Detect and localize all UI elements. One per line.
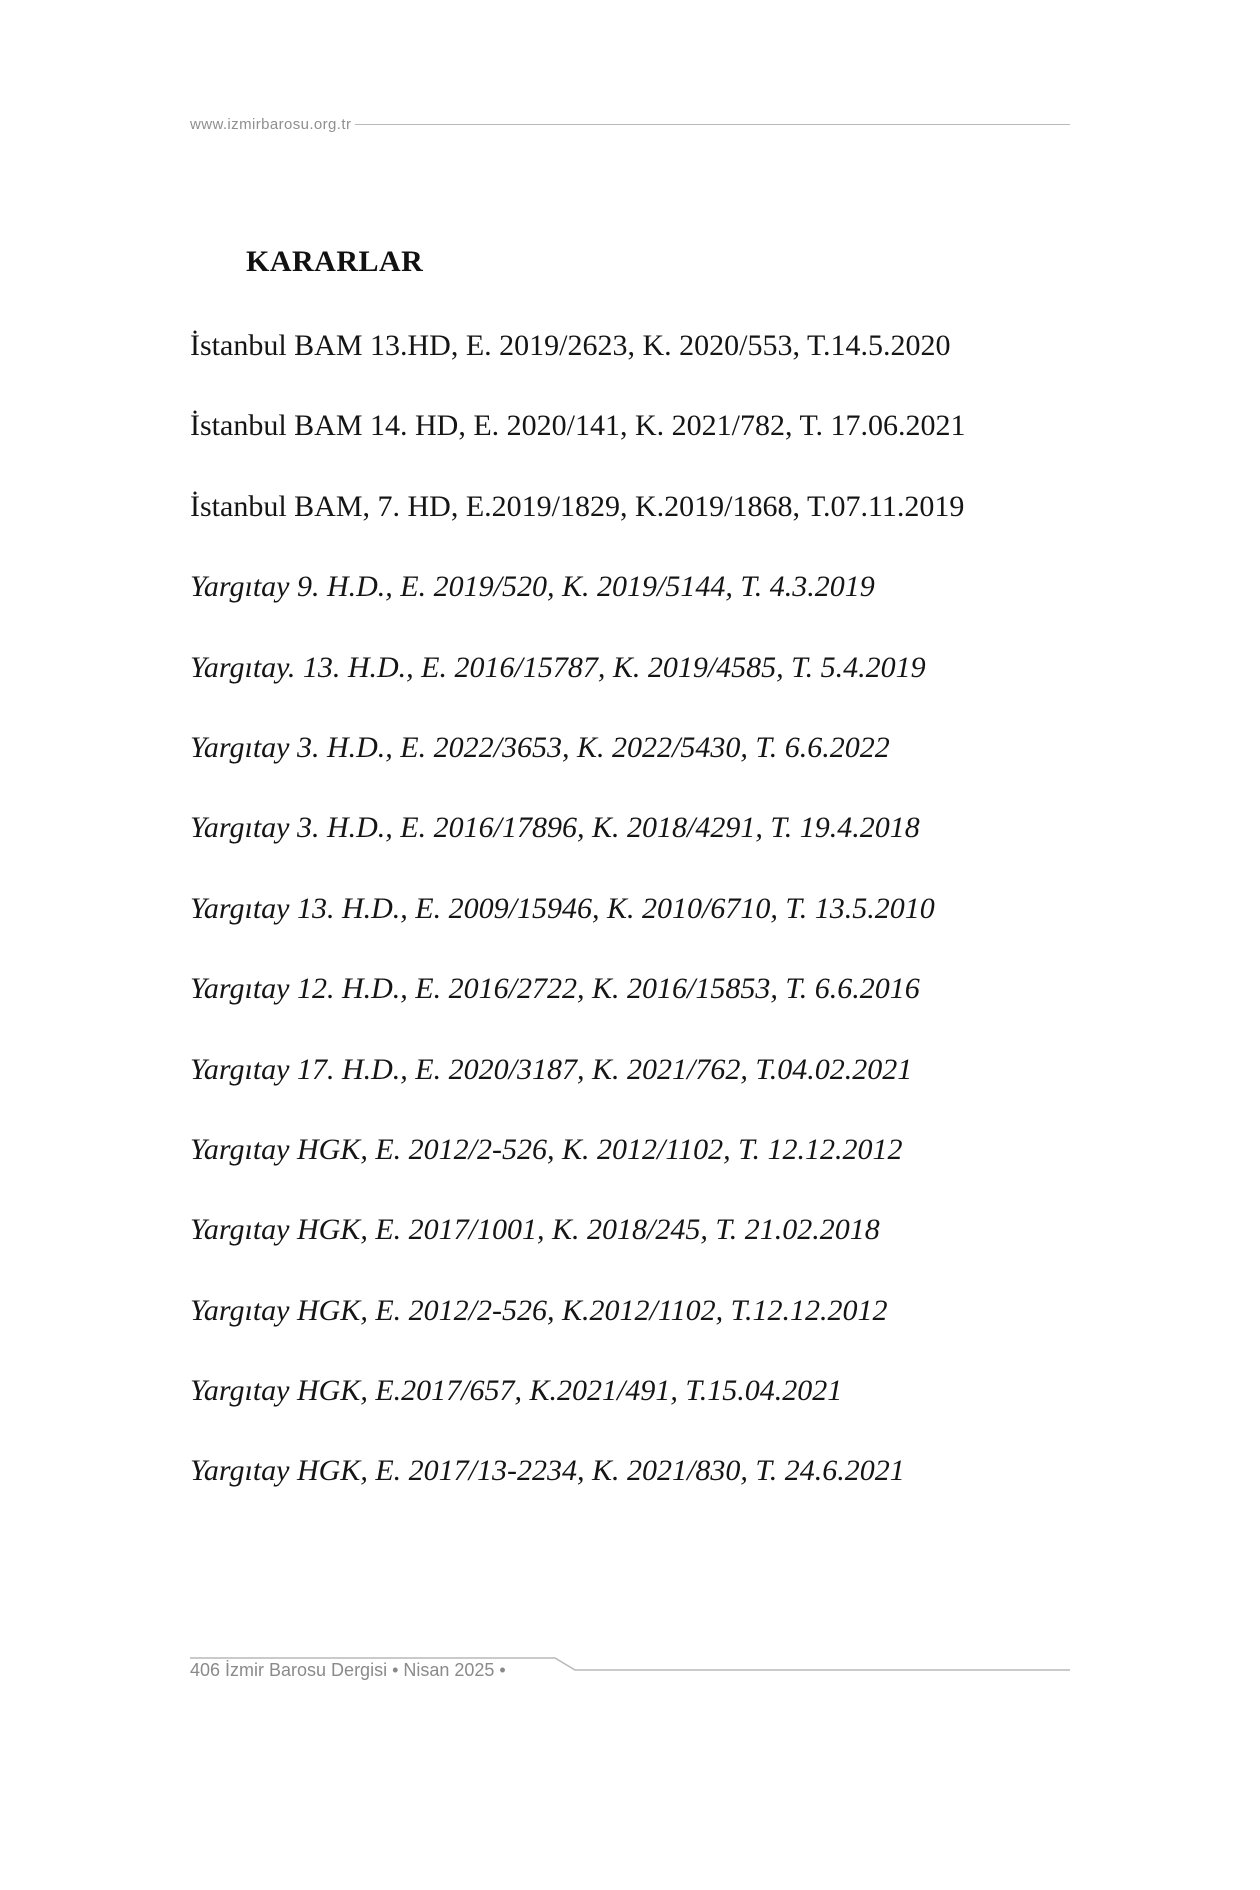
citation-list bbox=[190, 322, 1070, 1528]
citation-item: Yargıtay 9. H.D., E. 2019/520, K. 2019/5144, T. 4.3.2019 bbox=[190, 570, 875, 604]
header-rule bbox=[355, 124, 1070, 125]
citation-item: Yargıtay HGK, E. 2017/13-2234, K. 2021/830, T. 24.6.2021 bbox=[190, 1454, 905, 1488]
citation-item: İstanbul BAM, 7. HD, E.2019/1829, K.2019/1868, T.07.11.2019 bbox=[190, 489, 965, 523]
header-url: www.izmirbarosu.org.tr bbox=[190, 115, 352, 133]
citation-item: Yargıtay 13. H.D., E. 2009/15946, K. 2010/6710, T. 13.5.2010 bbox=[190, 891, 935, 925]
page-footer bbox=[190, 1656, 1070, 1686]
citation-item: Yargıtay 3. H.D., E. 2016/17896, K. 2018/4291, T. 19.4.2018 bbox=[190, 811, 920, 845]
footer-text: 406 İzmir Barosu Dergisi • Nisan 2025 • bbox=[190, 1660, 506, 1680]
citation-item: Yargıtay HGK, E. 2017/1001, K. 2018/245, T. 21.02.2018 bbox=[190, 1213, 880, 1247]
citation-item: Yargıtay HGK, E. 2012/2-526, K. 2012/1102, T. 12.12.2012 bbox=[190, 1132, 903, 1166]
page-header bbox=[190, 112, 1070, 136]
citation-item: Yargıtay. 13. H.D., E. 2016/15787, K. 2019/4585, T. 5.4.2019 bbox=[190, 650, 926, 684]
citation-item: İstanbul BAM 13.HD, E. 2019/2623, K. 2020/553, T.14.5.2020 bbox=[190, 329, 951, 362]
citation-item: Yargıtay 17. H.D., E. 2020/3187, K. 2021/762, T.04.02.2021 bbox=[190, 1052, 913, 1086]
citation-item: Yargıtay 12. H.D., E. 2016/2722, K. 2016/15853, T. 6.6.2016 bbox=[190, 972, 920, 1006]
citation-item: Yargıtay HGK, E.2017/657, K.2021/491, T.15.04.2021 bbox=[190, 1374, 843, 1408]
section-title: KARARLAR bbox=[246, 245, 424, 278]
citation-item: Yargıtay HGK, E. 2012/2-526, K.2012/1102, T.12.12.2012 bbox=[190, 1293, 888, 1327]
citation-item: Yargıtay 3. H.D., E. 2022/3653, K. 2022/5430, T. 6.6.2022 bbox=[190, 730, 890, 764]
citation-item: İstanbul BAM 14. HD, E. 2020/141, K. 2021/782, T. 17.06.2021 bbox=[190, 409, 966, 443]
